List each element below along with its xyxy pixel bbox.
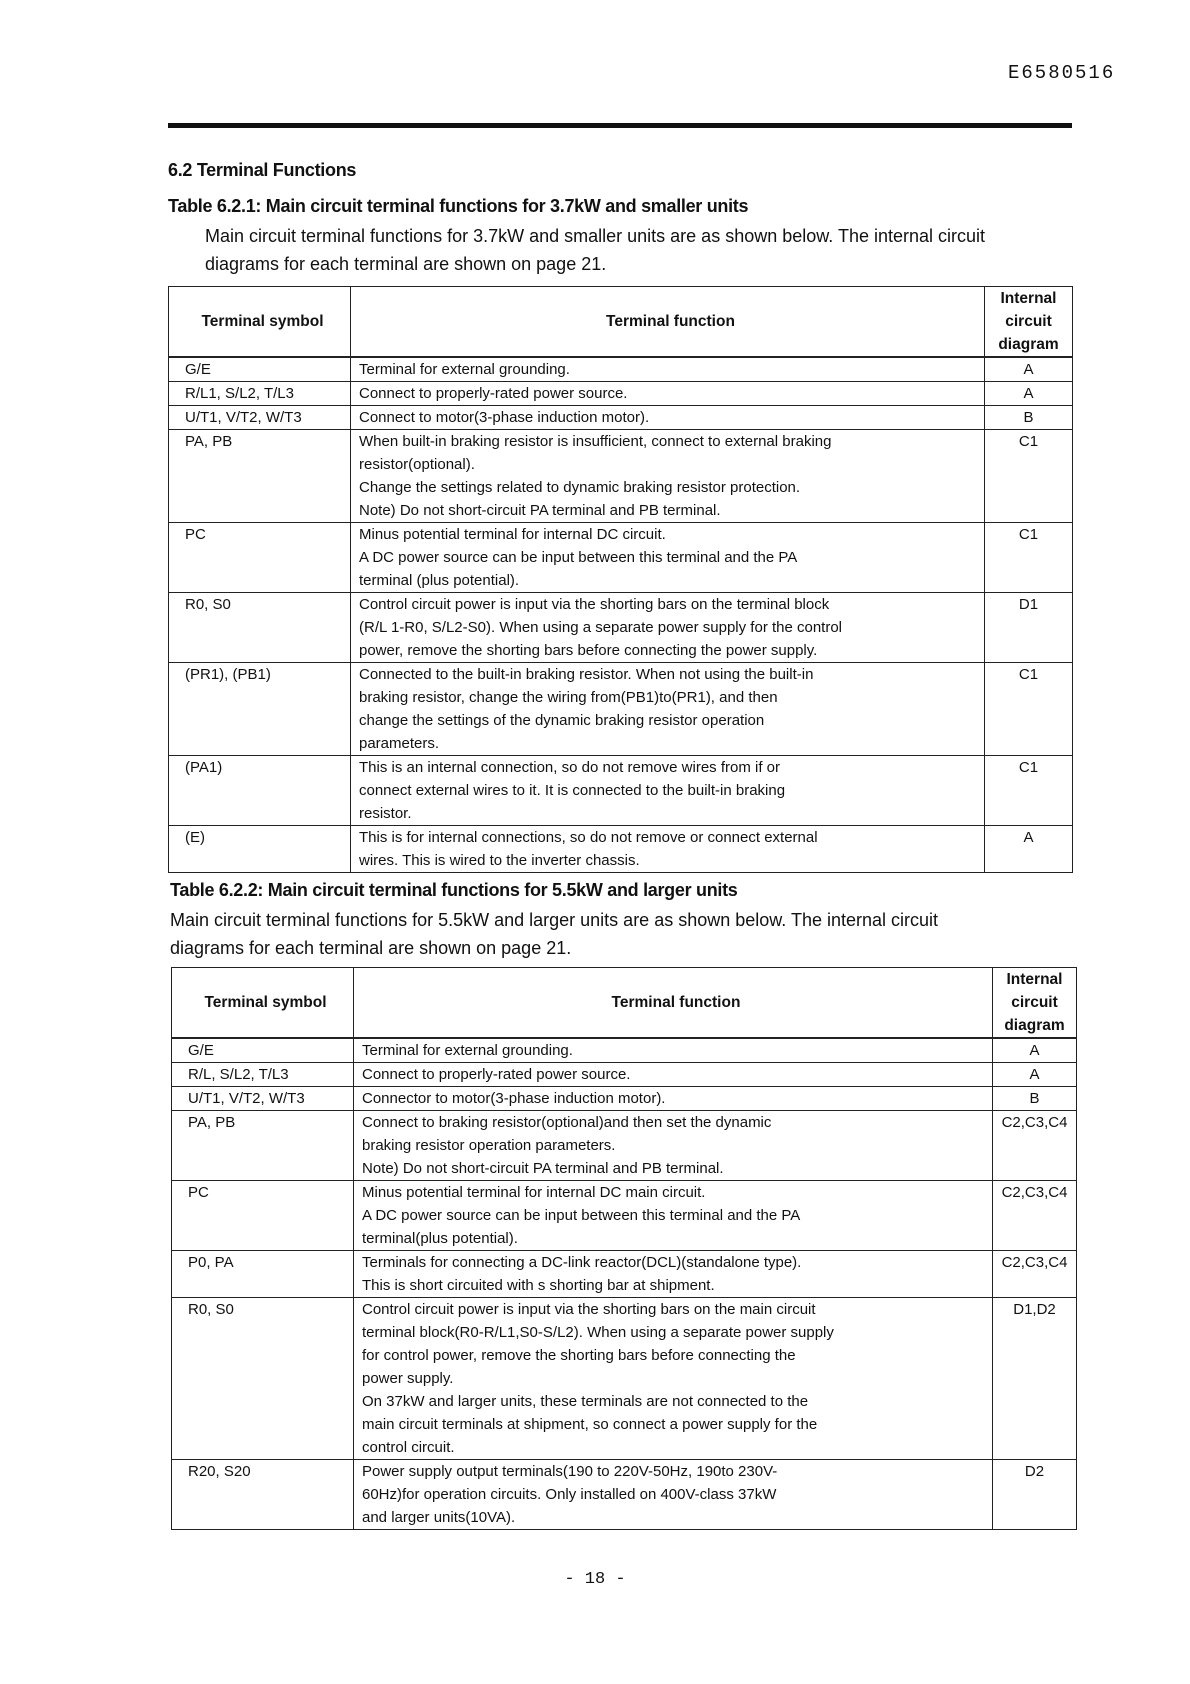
table-row xyxy=(172,1087,1077,1111)
terminal-function-line: Power supply output terminals(190 to 220V-50Hz, 190to 230V- xyxy=(362,1463,778,1480)
terminal-function-line: This is for internal connections, so do not remove or connect external xyxy=(359,829,818,846)
terminal-function-line: Terminals for connecting a DC-link reactor(DCL)(standalone type). xyxy=(362,1254,802,1271)
terminal-function-line: (R/L 1-R0, S/L2-S0). When using a separate power supply for the control xyxy=(359,619,843,636)
terminal-function-line: Minus potential terminal for internal DC main circuit. xyxy=(362,1184,706,1201)
terminal-function xyxy=(354,1251,993,1298)
internal-circuit-diagram: C1 xyxy=(985,523,1073,593)
terminal-symbol: R/L, S/L2, T/L3 xyxy=(172,1063,354,1087)
table2-header-symbol: Terminal symbol xyxy=(172,968,354,1039)
table1 xyxy=(168,286,1073,873)
table-row xyxy=(172,1063,1077,1087)
terminal-symbol: U/T1, V/T2, W/T3 xyxy=(172,1087,354,1111)
terminal-symbol: G/E xyxy=(172,1038,354,1063)
header-diagram-line: circuit xyxy=(1011,994,1058,1011)
table2-intro xyxy=(170,906,938,962)
terminal-symbol: PC xyxy=(172,1181,354,1251)
terminal-function xyxy=(354,1063,993,1087)
table2-intro-line: diagrams for each terminal are shown on page 21. xyxy=(170,938,572,958)
terminal-function-line: Connector to motor(3-phase induction motor). xyxy=(362,1090,666,1107)
terminal-function-line: 60Hz)for operation circuits. Only installed on 400V-class 37kW xyxy=(362,1486,777,1503)
table2 xyxy=(171,967,1077,1530)
table1-intro-line: Main circuit terminal functions for 3.7kW and smaller units are as shown below. The internal circuit xyxy=(205,226,986,246)
terminal-function-line: This is an internal connection, so do not remove wires from if or xyxy=(359,759,781,776)
terminal-function xyxy=(351,826,985,873)
table1-intro xyxy=(205,222,985,278)
table1-intro-line: diagrams for each terminal are shown on page 21. xyxy=(205,254,607,274)
terminal-function xyxy=(354,1038,993,1063)
internal-circuit-diagram: A xyxy=(993,1038,1077,1063)
terminal-function-line: connect external wires to it. It is connected to the built-in braking xyxy=(359,782,786,799)
terminal-function-line: Terminal for external grounding. xyxy=(362,1042,573,1059)
table-row xyxy=(169,756,1073,826)
table2-header-function: Terminal function xyxy=(354,968,993,1039)
terminal-function-line: change the settings of the dynamic braking resistor operation xyxy=(359,712,765,729)
table-row xyxy=(172,1460,1077,1530)
terminal-function-line: Note) Do not short-circuit PA terminal and PB terminal. xyxy=(362,1160,724,1177)
table-row xyxy=(169,382,1073,406)
terminal-function xyxy=(351,593,985,663)
section-title: 6.2 Terminal Functions xyxy=(168,160,357,180)
table-row xyxy=(172,1181,1077,1251)
table2-intro-line: Main circuit terminal functions for 5.5kW and larger units are as shown below. The internal circuit xyxy=(170,910,939,930)
header-diagram-line: circuit xyxy=(1005,313,1052,330)
terminal-function-line: terminal block(R0-R/L1,S0-S/L2). When using a separate power supply xyxy=(362,1324,834,1341)
terminal-function-line: A DC power source can be input between this terminal and the PA xyxy=(359,549,798,566)
terminal-function-line: wires. This is wired to the inverter chassis. xyxy=(359,852,640,869)
internal-circuit-diagram: D2 xyxy=(993,1460,1077,1530)
table2-body xyxy=(172,1038,1077,1530)
terminal-function-line: Connect to properly-rated power source. xyxy=(359,385,628,402)
terminal-function-line: Note) Do not short-circuit PA terminal and PB terminal. xyxy=(359,502,721,519)
terminal-function-line: control circuit. xyxy=(362,1439,455,1456)
internal-circuit-diagram: C1 xyxy=(985,756,1073,826)
terminal-function-line: On 37kW and larger units, these terminals are not connected to the xyxy=(362,1393,809,1410)
terminal-function xyxy=(351,523,985,593)
header-diagram-line: diagram xyxy=(1004,1017,1065,1034)
header-rule xyxy=(168,123,1072,128)
internal-circuit-diagram: C1 xyxy=(985,663,1073,756)
table1-body xyxy=(169,357,1073,873)
internal-circuit-diagram: A xyxy=(993,1063,1077,1087)
header-diagram-line: diagram xyxy=(998,336,1059,353)
table-row xyxy=(172,1111,1077,1181)
internal-circuit-diagram: C2,C3,C4 xyxy=(993,1251,1077,1298)
terminal-symbol: R0, S0 xyxy=(172,1298,354,1460)
table1-header-symbol: Terminal symbol xyxy=(169,287,351,358)
terminal-function-line: Terminal for external grounding. xyxy=(359,361,570,378)
table-row xyxy=(172,1298,1077,1460)
terminal-symbol: R/L1, S/L2, T/L3 xyxy=(169,382,351,406)
internal-circuit-diagram: B xyxy=(993,1087,1077,1111)
terminal-function-line: terminal(plus potential). xyxy=(362,1230,518,1247)
terminal-function xyxy=(354,1087,993,1111)
terminal-function-line: main circuit terminals at shipment, so connect a power supply for the xyxy=(362,1416,818,1433)
terminal-symbol: U/T1, V/T2, W/T3 xyxy=(169,406,351,430)
terminal-symbol: (PR1), (PB1) xyxy=(169,663,351,756)
terminal-function-line: terminal (plus potential). xyxy=(359,572,520,589)
table2-header-row xyxy=(172,968,1077,1039)
terminal-symbol: R0, S0 xyxy=(169,593,351,663)
terminal-function-line: A DC power source can be input between this terminal and the PA xyxy=(362,1207,801,1224)
terminal-symbol: PC xyxy=(169,523,351,593)
terminal-function-line: and larger units(10VA). xyxy=(362,1509,516,1526)
table2-header-diagram xyxy=(993,968,1077,1039)
internal-circuit-diagram: A xyxy=(985,382,1073,406)
terminal-function-line: Control circuit power is input via the shorting bars on the main circuit xyxy=(362,1301,816,1318)
internal-circuit-diagram: D1,D2 xyxy=(993,1298,1077,1460)
internal-circuit-diagram: C2,C3,C4 xyxy=(993,1111,1077,1181)
internal-circuit-diagram: D1 xyxy=(985,593,1073,663)
internal-circuit-diagram: A xyxy=(985,357,1073,382)
terminal-function xyxy=(354,1181,993,1251)
terminal-function xyxy=(351,357,985,382)
terminal-function xyxy=(354,1111,993,1181)
table-row xyxy=(169,430,1073,523)
table-row xyxy=(169,523,1073,593)
header-diagram-line: Internal xyxy=(1000,290,1057,307)
terminal-function-line: Minus potential terminal for internal DC circuit. xyxy=(359,526,666,543)
table1-header-function: Terminal function xyxy=(351,287,985,358)
terminal-function xyxy=(351,663,985,756)
document-id: E6580516 xyxy=(1008,62,1116,84)
internal-circuit-diagram: B xyxy=(985,406,1073,430)
terminal-function xyxy=(351,382,985,406)
internal-circuit-diagram: C1 xyxy=(985,430,1073,523)
terminal-function-line: Connect to motor(3-phase induction motor). xyxy=(359,409,650,426)
terminal-symbol: (E) xyxy=(169,826,351,873)
terminal-function xyxy=(354,1298,993,1460)
table-row xyxy=(169,357,1073,382)
terminal-function-line: for control power, remove the shorting bars before connecting the xyxy=(362,1347,796,1364)
terminal-function-line: When built-in braking resistor is insufficient, connect to external braking xyxy=(359,433,832,450)
terminal-symbol: G/E xyxy=(169,357,351,382)
table-row xyxy=(172,1038,1077,1063)
table1-header-row xyxy=(169,287,1073,358)
terminal-function-line: Control circuit power is input via the shorting bars on the terminal block xyxy=(359,596,830,613)
terminal-symbol: PA, PB xyxy=(169,430,351,523)
table-row xyxy=(169,826,1073,873)
terminal-function xyxy=(351,756,985,826)
terminal-function-line: power, remove the shorting bars before connecting the power supply. xyxy=(359,642,818,659)
header-diagram-line: Internal xyxy=(1006,971,1063,988)
terminal-function-line: parameters. xyxy=(359,735,440,752)
terminal-function-line: Connect to properly-rated power source. xyxy=(362,1066,631,1083)
terminal-function-line: Connect to braking resistor(optional)and then set the dynamic xyxy=(362,1114,772,1131)
table1-title: Table 6.2.1: Main circuit terminal functions for 3.7kW and smaller units xyxy=(168,196,749,216)
terminal-function-line: braking resistor operation parameters. xyxy=(362,1137,616,1154)
terminal-function-line: power supply. xyxy=(362,1370,454,1387)
table2-title: Table 6.2.2: Main circuit terminal functions for 5.5kW and larger units xyxy=(170,880,738,900)
terminal-function-line: This is short circuited with s shorting bar at shipment. xyxy=(362,1277,715,1294)
terminal-function xyxy=(354,1460,993,1530)
terminal-symbol: (PA1) xyxy=(169,756,351,826)
table-row xyxy=(172,1251,1077,1298)
table-row xyxy=(169,593,1073,663)
terminal-function xyxy=(351,406,985,430)
table1-header-diagram xyxy=(985,287,1073,358)
terminal-function-line: Connected to the built-in braking resistor. When not using the built-in xyxy=(359,666,814,683)
terminal-symbol: P0, PA xyxy=(172,1251,354,1298)
internal-circuit-diagram: A xyxy=(985,826,1073,873)
table-row xyxy=(169,663,1073,756)
terminal-function xyxy=(351,430,985,523)
terminal-function-line: resistor. xyxy=(359,805,412,822)
terminal-function-line: braking resistor, change the wiring from(PB1)to(PR1), and then xyxy=(359,689,778,706)
page-number: - 18 - xyxy=(564,1570,626,1589)
internal-circuit-diagram: C2,C3,C4 xyxy=(993,1181,1077,1251)
terminal-function-line: Change the settings related to dynamic braking resistor protection. xyxy=(359,479,801,496)
terminal-symbol: R20, S20 xyxy=(172,1460,354,1530)
terminal-symbol: PA, PB xyxy=(172,1111,354,1181)
terminal-function-line: resistor(optional). xyxy=(359,456,475,473)
table-row xyxy=(169,406,1073,430)
